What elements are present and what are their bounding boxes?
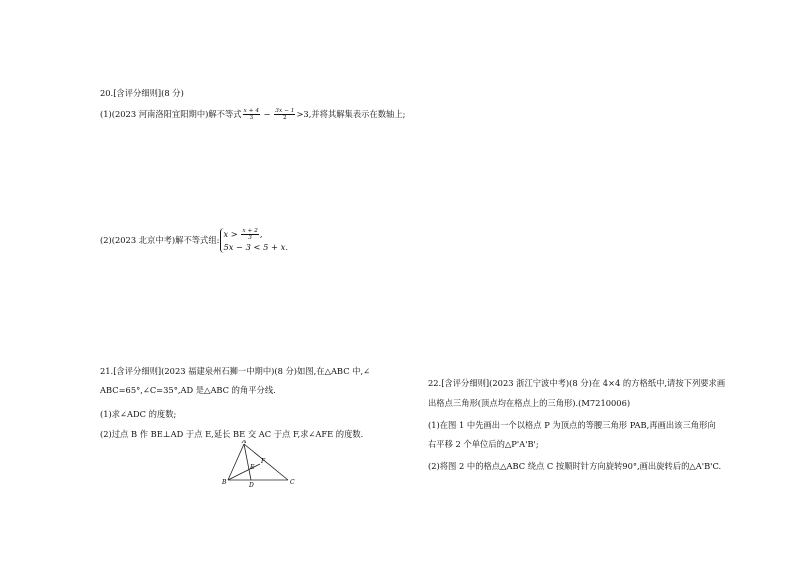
label-f: F: [261, 458, 266, 465]
row1-suffix: ,: [259, 229, 263, 239]
q21-line3: (1)求∠ADC 的度数;: [100, 409, 177, 419]
row1-fraction-denominator: 3: [248, 235, 252, 241]
segment-ad: [244, 444, 251, 480]
q20-fraction-2-denominator: 2: [283, 115, 287, 121]
q22-line2: 出格点三角形(顶点均在格点上的三角形).(M7210006): [428, 398, 631, 408]
q22-line1: 22.[含评分细则](2023 浙江宁波中考)(8 分)在 4×4 的方格纸中,请按下列要求画: [428, 378, 726, 388]
q20-fraction-2-numerator: 3x − 1: [275, 108, 295, 114]
q20-header: 20.[含评分细则](8 分): [100, 88, 184, 98]
label-d: D: [249, 482, 254, 488]
label-c: C: [290, 479, 295, 486]
q21-line4: (2)过点 B 作 BE⊥AD 于点 E,延长 BE 交 AC 于点 F,求∠AFE 的度数.: [100, 429, 364, 439]
q22-line4: 右平移 2 个单位后的△P'A'B';: [428, 439, 539, 449]
q22-line3: (1)在图 1 中先画出一个以格点 P 为顶点的等腰三角形 PAB,再画出该三角形向: [428, 420, 716, 430]
q20-minus-sign: −: [261, 109, 274, 119]
q20-part2-prefix: (2)(2023 北京中考)解不等式组:: [100, 235, 220, 245]
segment-ab: [228, 444, 244, 480]
q20-fraction-1-denominator: 3: [249, 115, 254, 121]
q21-line1: 21.[含评分细则](2023 福建泉州石狮一中期中)(8 分)如图,在△ABC 中,∠: [100, 366, 371, 376]
row1-fraction: [241, 228, 259, 241]
q20-fraction-2: [274, 108, 295, 121]
inequality-system-brace: [220, 228, 288, 253]
label-a: A: [242, 440, 247, 445]
triangle-abc-figure: [218, 440, 298, 488]
q21-line2: ABC=65°,∠C=35°,AD 是△ABC 的角平分线.: [100, 385, 276, 395]
row1-prefix: x >: [223, 229, 241, 239]
row1-fraction-numerator: x + 2: [242, 228, 258, 234]
q20-part2: [100, 228, 288, 253]
segment-ac: [244, 444, 288, 480]
q20-part1-suffix: >3,并将其解集表示在数轴上;: [296, 109, 406, 119]
q20-fraction-1-numerator: x + 4: [243, 108, 260, 114]
inequality-system-row-2: 5x − 3 < 5 + x.: [223, 242, 288, 252]
q22-line5: (2)将图 2 中的格点△ABC 绕点 C 按顺时针方向旋转90°,画出旋转后的△A'B'C.: [428, 461, 722, 471]
label-b: B: [222, 479, 227, 486]
segment-bf: [228, 464, 260, 480]
q20-part1-prefix: (1)(2023 河南洛阳宜阳期中)解不等式: [100, 109, 242, 119]
label-e: E: [250, 464, 255, 471]
q20-part1: [100, 108, 405, 121]
inequality-system-row-1: [223, 228, 288, 241]
q20-fraction-1: [243, 108, 261, 121]
